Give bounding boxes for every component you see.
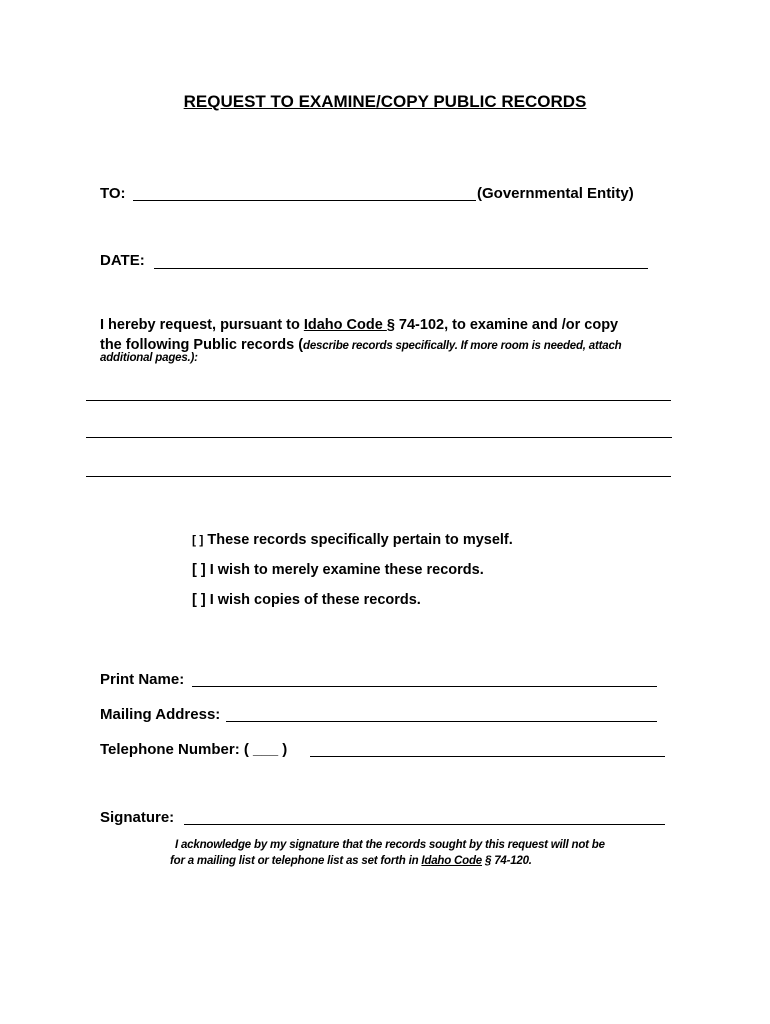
- signature-label: Signature:: [100, 809, 175, 826]
- request-prefix: I hereby request, pursuant to: [100, 317, 304, 333]
- acknowledgement-prefix: for a mailing list or telephone list as set forth in: [170, 855, 422, 867]
- to-field[interactable]: [133, 200, 476, 201]
- mailing-address-field[interactable]: [226, 721, 657, 722]
- request-line-2-text: the following Public records: [100, 337, 299, 353]
- page-title: REQUEST TO EXAMINE/COPY PUBLIC RECORDS: [183, 92, 587, 111]
- date-field[interactable]: [154, 268, 648, 269]
- description-line-1[interactable]: [86, 400, 671, 401]
- checkbox-row-pertain[interactable]: [192, 532, 513, 548]
- print-name-field[interactable]: [192, 686, 657, 687]
- checkbox-examine-label: I wish to merely examine these records.: [209, 562, 484, 578]
- acknowledgement-code-ref: Idaho Code: [421, 855, 483, 867]
- to-suffix: (Governmental Entity): [477, 185, 634, 202]
- checkbox-pertain[interactable]: [ ]: [192, 533, 204, 547]
- checkbox-copies-label: I wish copies of these records.: [209, 592, 421, 608]
- checkbox-row-copies[interactable]: [192, 592, 421, 608]
- request-suffix: § 74-102, to examine and /or copy: [386, 317, 619, 333]
- acknowledgement-line-2: [170, 855, 532, 867]
- date-label: DATE:: [100, 252, 145, 269]
- telephone-field[interactable]: [310, 756, 665, 757]
- to-label: TO:: [100, 185, 126, 202]
- description-line-2[interactable]: [86, 437, 672, 438]
- idaho-code-ref: Idaho Code: [303, 317, 387, 333]
- print-name-label: Print Name:: [100, 671, 185, 688]
- checkbox-copies[interactable]: [ ]: [192, 592, 206, 608]
- instruction-open: (: [298, 337, 304, 353]
- acknowledgement-line-1: I acknowledge by my signature that the records sought by this request will not be: [175, 839, 605, 851]
- request-line-1: [100, 315, 618, 335]
- instruction-cont: additional pages.):: [100, 352, 198, 364]
- telephone-label: Telephone Number: ( ___ ): [100, 741, 288, 758]
- acknowledgement-suffix: § 74-120.: [482, 855, 532, 867]
- mailing-address-label: Mailing Address:: [100, 706, 221, 723]
- checkbox-examine[interactable]: [ ]: [192, 562, 206, 578]
- checkbox-row-examine[interactable]: [192, 562, 484, 578]
- instruction-text: describe records specifically. If more room is needed, attach: [303, 340, 622, 352]
- checkbox-pertain-label: These records specifically pertain to myself.: [207, 532, 513, 548]
- signature-field[interactable]: [184, 824, 665, 825]
- description-line-3[interactable]: [86, 476, 671, 477]
